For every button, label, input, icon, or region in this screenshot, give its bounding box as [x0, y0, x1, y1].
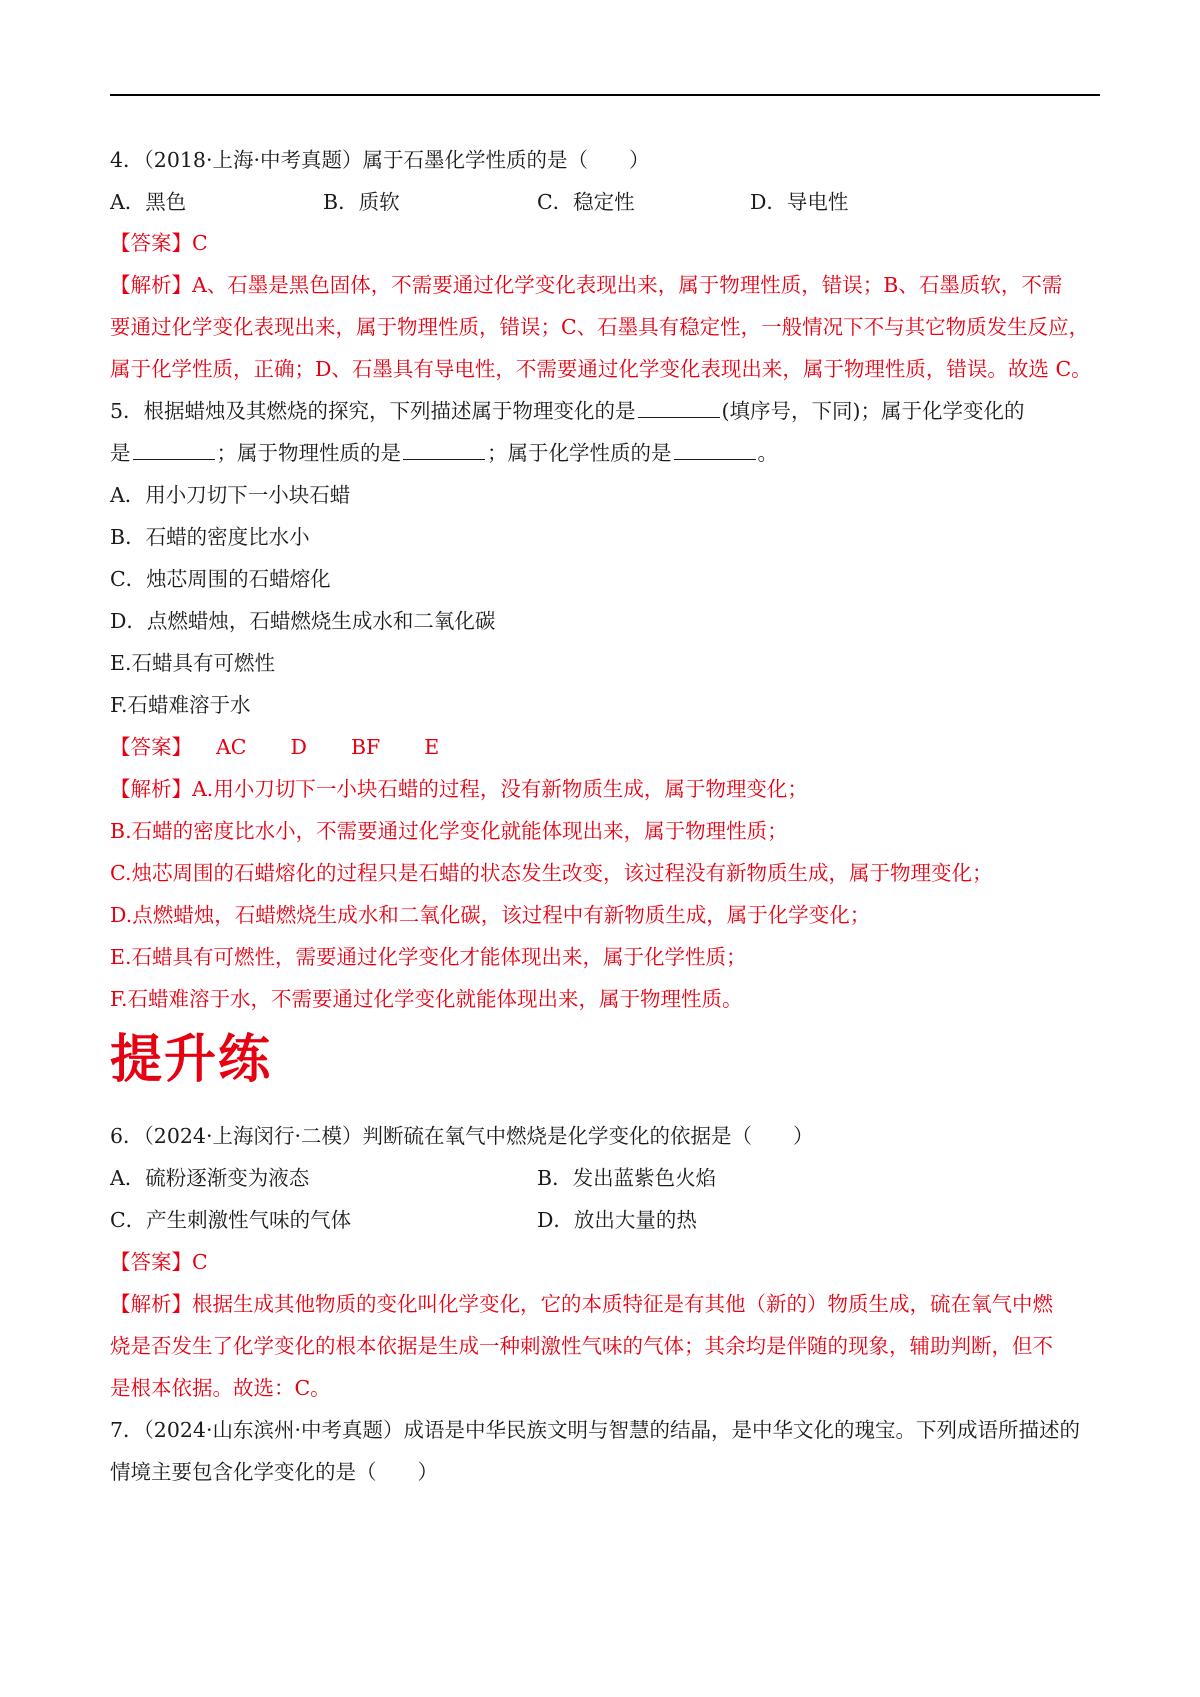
- q5-option-c: C．烛芯周围的石蜡熔化: [110, 567, 331, 591]
- q4-answer: [110, 229, 208, 257]
- answer-value-3: BF: [350, 735, 381, 759]
- q6-analysis-line-2: 烧是否发生了化学变化的根本依据是生成一种刺激性气味的气体；其余均是伴随的现象，辅助判断，但不: [110, 1334, 1053, 1358]
- q6-analysis-line-1: [110, 1290, 1053, 1318]
- q7-stem-line-2: 情境主要包含化学变化的是（ ）: [110, 1460, 438, 1484]
- q6-analysis-line-3: 是根本依据。故选：C。: [110, 1376, 331, 1400]
- answer-value: C: [192, 1250, 208, 1274]
- q5-stem-line-2: [110, 439, 778, 467]
- q5-analysis-line-3: C.烛芯周围的石蜡熔化的过程只是石蜡的状态发生改变，该过程没有新物质生成，属于物理变化；: [110, 861, 993, 885]
- answer-label: 【答案】: [110, 735, 192, 759]
- q6-option-d: D．放出大量的热: [537, 1208, 697, 1232]
- q4-stem: 4．（2018·上海·中考真题）属于石墨化学性质的是（ ）: [110, 148, 650, 172]
- analysis-text: 根据生成其他物质的变化叫化学变化，它的本质特征是有其他（新的）物质生成，硫在氧气中燃: [192, 1292, 1053, 1316]
- q4-analysis-line-2: 要通过化学变化表现出来，属于物理性质，错误；C、石墨具有稳定性，一般情况下不与其它物质发生反应，: [110, 315, 1090, 339]
- q4-option-a: A．黑色: [110, 190, 187, 214]
- q4-option-b: B．质软: [323, 190, 400, 214]
- q5-analysis-line-2: B.石蜡的密度比水小，不需要通过化学变化就能体现出来，属于物理性质；: [110, 819, 788, 843]
- q6-option-a: A．硫粉逐渐变为液态: [110, 1166, 310, 1190]
- answer-label: 【答案】: [110, 231, 192, 255]
- q5-option-e: E.石蜡具有可燃性: [110, 651, 275, 675]
- q5-option-d: D．点燃蜡烛，石蜡燃烧生成水和二氧化碳: [110, 609, 496, 633]
- q5-option-a: A．用小刀切下一小块石蜡: [110, 483, 351, 507]
- q5-stem-text: ；属于物理性质的是: [216, 441, 401, 465]
- q5-analysis-line-1: [110, 775, 808, 803]
- q4-analysis-line-1: [110, 271, 1062, 299]
- q7-stem-line-1: 7．（2024·山东滨州·中考真题）成语是中华民族文明与智慧的结晶，是中华文化的瑰宝。下列成语所描述的: [110, 1418, 1080, 1442]
- q5-option-f: F.石蜡难溶于水: [110, 693, 251, 717]
- analysis-text: A、石墨是黑色固体，不需要通过化学变化表现出来，属于物理性质，错误；B、石墨质软，不需: [192, 273, 1063, 297]
- q4-option-d: D．导电性: [750, 190, 849, 214]
- q6-answer: [110, 1248, 208, 1276]
- q5-option-b: B．石蜡的密度比水小: [110, 525, 310, 549]
- q6-option-c: C．产生刺激性气味的气体: [110, 1208, 352, 1232]
- analysis-label: 【解析】: [110, 777, 192, 801]
- answer-label: 【答案】: [110, 1250, 192, 1274]
- q6-option-b: B．发出蓝紫色火焰: [537, 1166, 717, 1190]
- q5-analysis-line-6: F.石蜡难溶于水，不需要通过化学变化就能体现出来，属于物理性质。: [110, 987, 743, 1011]
- analysis-text: A.用小刀切下一小块石蜡的过程，没有新物质生成，属于物理变化；: [192, 777, 808, 801]
- analysis-label: 【解析】: [110, 273, 192, 297]
- q5-stem-line-1: [110, 397, 1025, 425]
- q6-stem: 6．（2024·上海闵行·二模）判断硫在氧气中燃烧是化学变化的依据是（ ）: [110, 1124, 814, 1148]
- q5-stem-text: 5．根据蜡烛及其燃烧的探究，下列描述属于物理变化的是: [110, 399, 636, 423]
- q5-stem-text: (填序号，下同)；属于化学变化的: [721, 399, 1025, 423]
- answer-value-1: AC: [216, 735, 247, 759]
- q5-stem-text: 是: [110, 441, 131, 465]
- analysis-label: 【解析】: [110, 1292, 192, 1316]
- answer-value-2: D: [290, 735, 307, 759]
- answer-value: C: [192, 231, 208, 255]
- q5-stem-text: 。: [757, 441, 778, 465]
- section-heading: 提升练: [110, 1029, 273, 1090]
- q4-analysis-line-3: 属于化学性质，正确；D、石墨具有导电性，不需要通过化学变化表现出来，属于物理性质，错误。故选 C。: [110, 357, 1092, 381]
- q5-stem-text: ；属于化学性质的是: [487, 441, 672, 465]
- answer-blank-2: [133, 441, 215, 460]
- q5-analysis-line-4: D.点燃蜡烛，石蜡燃烧生成水和二氧化碳，该过程中有新物质生成，属于化学变化；: [110, 903, 871, 927]
- q5-analysis-line-5: E.石蜡具有可燃性，需要通过化学变化才能体现出来，属于化学性质；: [110, 945, 747, 969]
- answer-value-4: E: [424, 735, 440, 759]
- q4-option-c: C．稳定性: [537, 190, 635, 214]
- q5-answer: [110, 733, 439, 761]
- header-rule: [110, 94, 1100, 96]
- answer-blank-4: [674, 441, 756, 460]
- answer-blank-1: [638, 399, 720, 418]
- answer-blank-3: [403, 441, 485, 460]
